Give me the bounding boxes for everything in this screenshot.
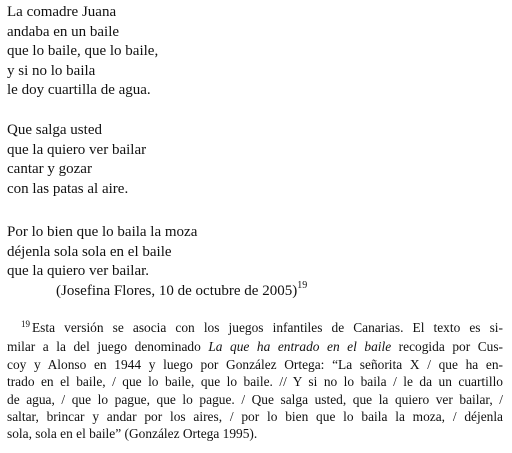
footnote-line [7,319,503,338]
poem-line: que la quiero ver bailar [7,141,147,158]
poem-attribution [7,279,308,302]
footnote-text: Esta versión se asocia con los juegos infantiles de Canarias. El texto es si- [32,320,503,335]
footnote-19 [7,319,503,443]
footnote-text: milar a la del juego denominado [7,339,209,355]
poem-line: andaba en un baile [7,23,120,40]
poem-stanza-3 [7,223,307,301]
poem-line: y si no lo baila [7,62,96,79]
footnote-line: coy y Alonso en 1944 y luego por González Ortega: “La señorita X / que ha en- [7,356,503,372]
footnote-line: saltar, brincar y andar por los aires, / por lo bien que lo baila la moza, / déjenla [7,409,503,425]
poem-line: Por lo bien que lo baila la moza [7,224,198,240]
poem-line: con las patas al aire. [7,180,129,197]
poem-stanza-1 [7,3,158,101]
poem-line: Que salga usted [7,122,102,138]
footnote-line: trado en el baile, / que lo baile, que lo baile. // Y si no lo baila / le da un cuartillo [7,374,503,390]
attribution-text: (Josefina Flores, 10 de octubre de 2005) [56,282,298,299]
footnote-number: 19 [21,319,30,329]
footnote-line: sola, sola en el baile” (González Ortega 1995). [7,426,258,442]
poem-line: cantar y gozar [7,161,92,177]
game-title: La que ha entrado en el baile [208,339,392,355]
footnote-text: recogida por Cus- [391,339,503,355]
poem-line: que la quiero ver bailar. [7,263,150,279]
footnote-line: de agua, / que lo pague, que lo pague. / Que salga usted, que la quiero ver bailar, / [7,391,503,407]
footnote-reference[interactable]: 19 [297,279,308,291]
poem-line: La comadre Juana [7,4,117,20]
poem-line: déjenla sola sola en el baile [7,243,172,260]
poem-line: que lo baile, que lo baile, [7,43,159,59]
poem-stanza-2 [7,121,146,199]
poem-line: le doy cuartilla de agua. [7,82,151,98]
footnote-line [7,338,503,355]
